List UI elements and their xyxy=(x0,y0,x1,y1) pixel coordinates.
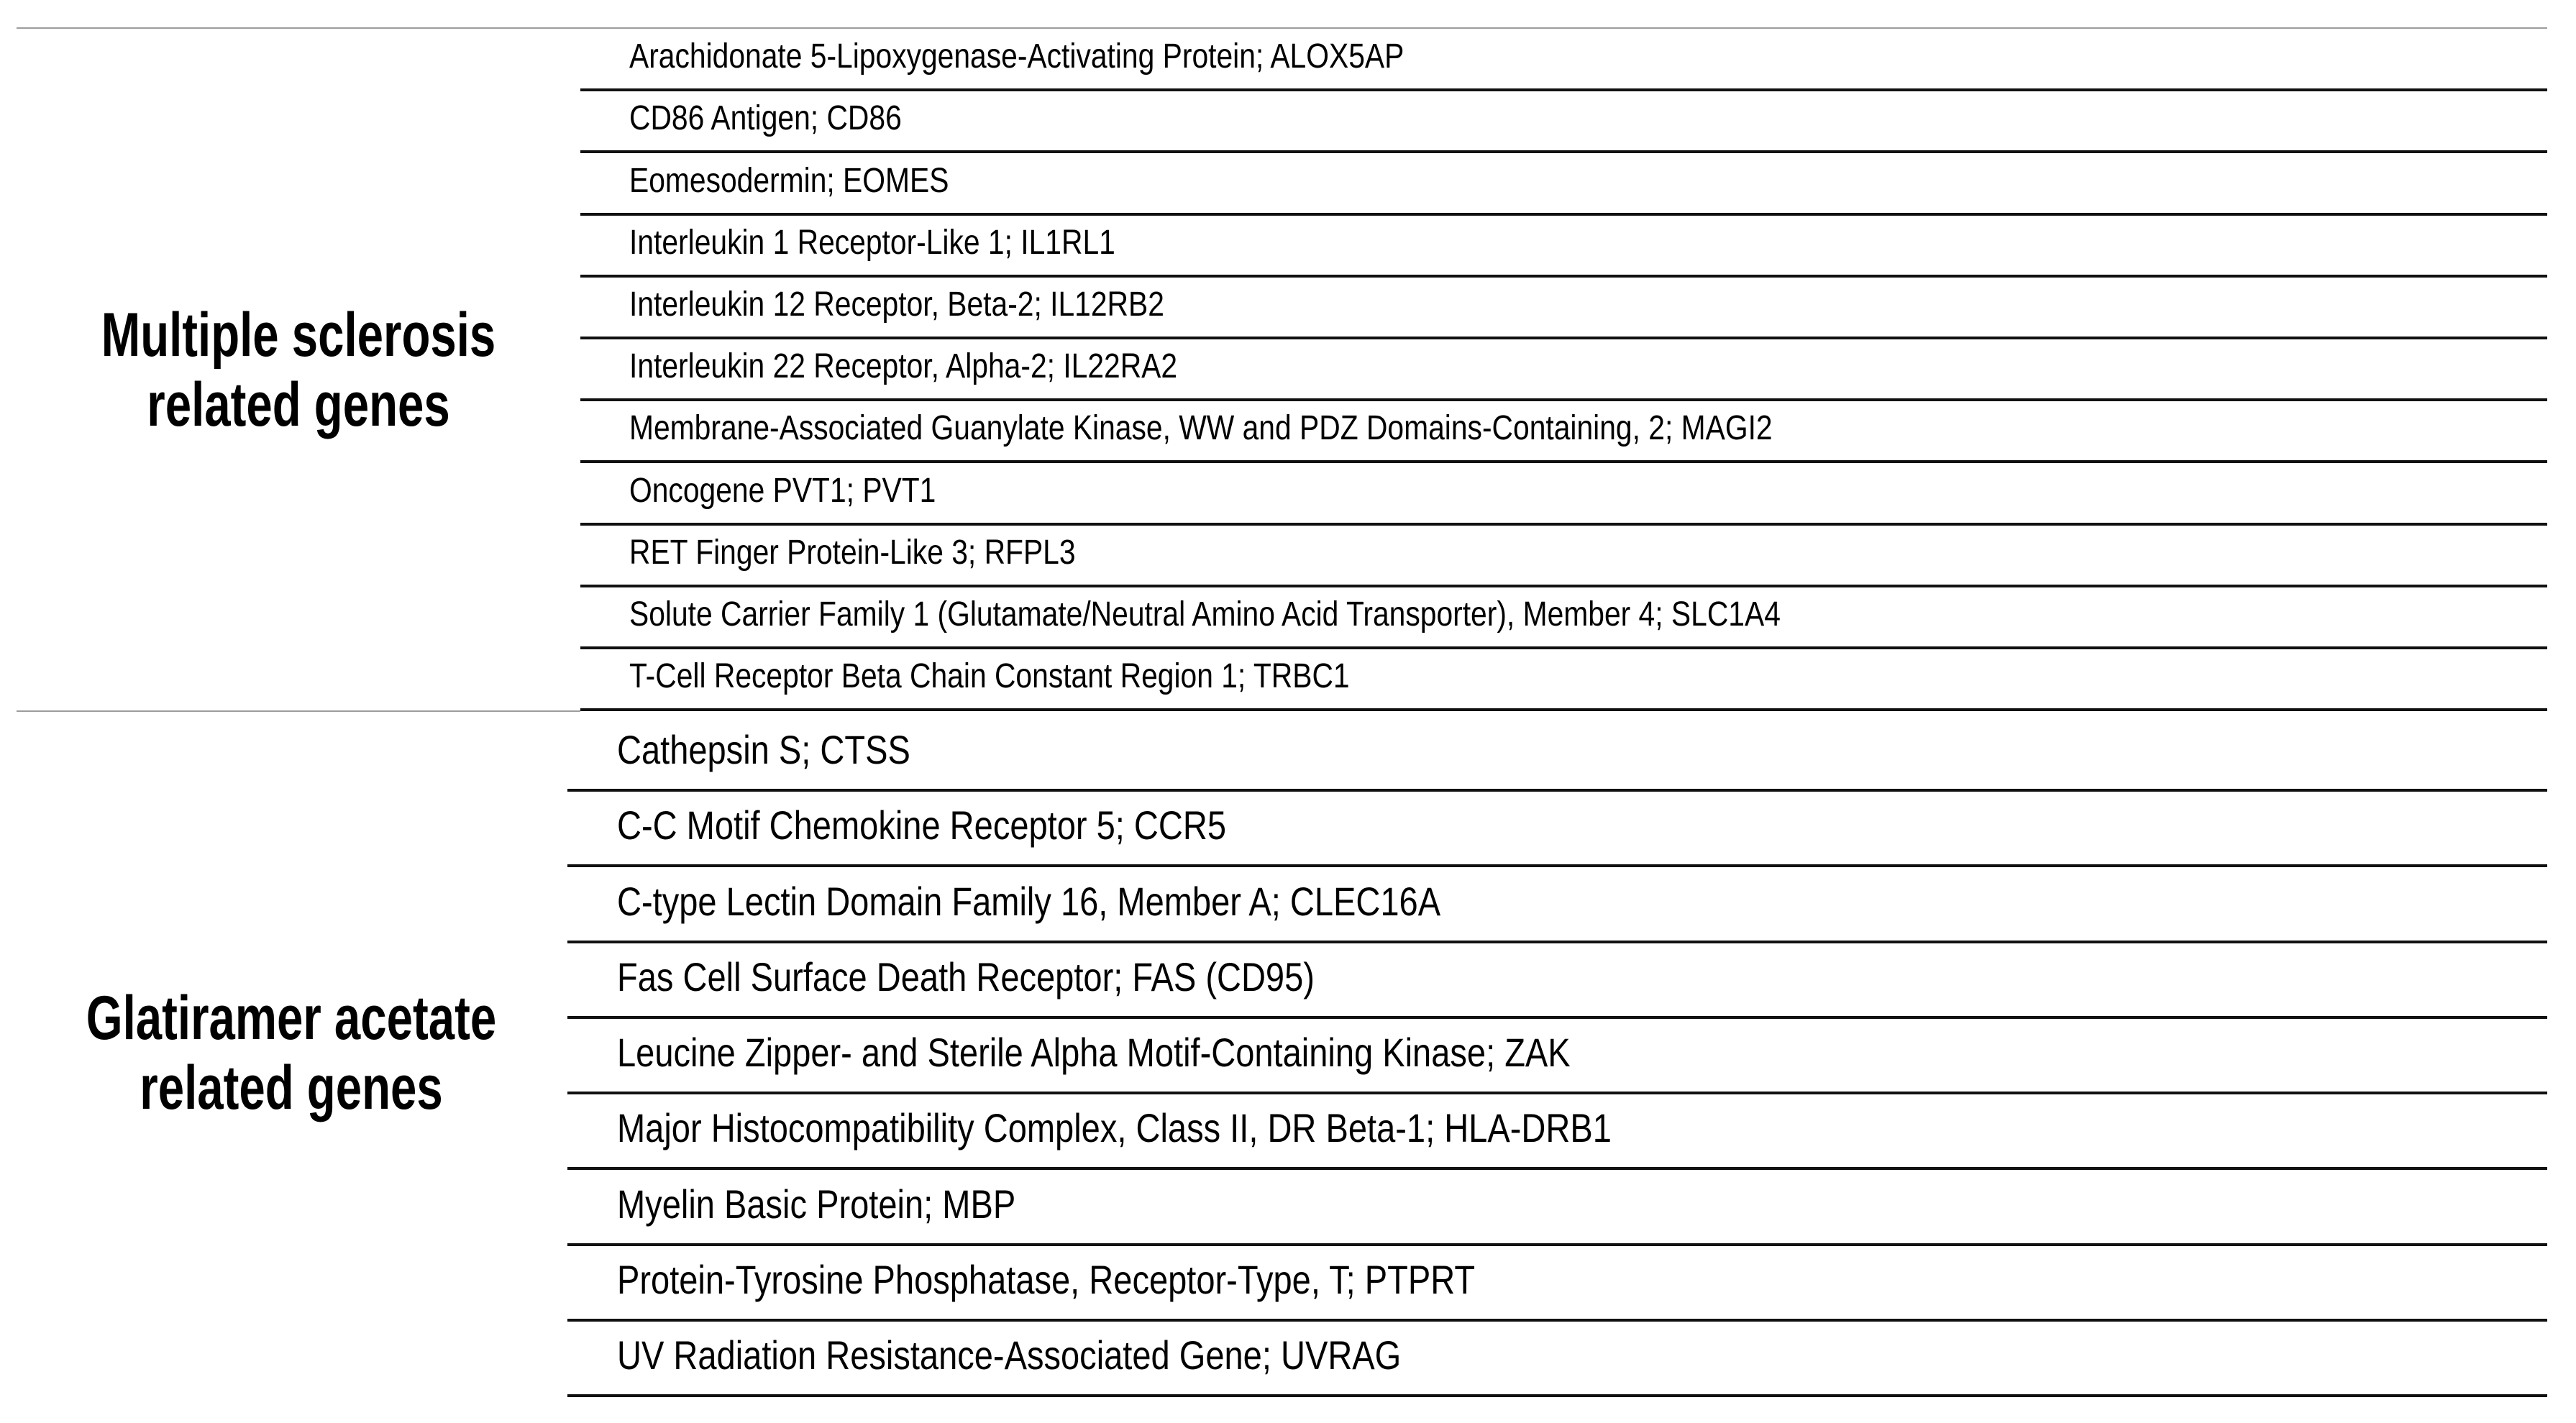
table-row xyxy=(567,943,2547,1019)
table-row xyxy=(567,1019,2547,1094)
gene-name: Eomesodermin; EOMES xyxy=(629,161,949,200)
table-row xyxy=(567,1094,2547,1170)
table-row xyxy=(567,715,2547,792)
gene-name: Myelin Basic Protein; MBP xyxy=(617,1181,1016,1227)
gene-name: T-Cell Receptor Beta Chain Constant Region 1; TRBC1 xyxy=(629,657,1350,696)
table-row xyxy=(580,401,2547,463)
section-title-line: Glatiramer acetate xyxy=(86,984,497,1053)
gene-name: Leucine Zipper- and Sterile Alpha Motif-Containing Kinase; ZAK xyxy=(617,1030,1571,1075)
section-title-line: Multiple sclerosis xyxy=(101,301,496,370)
gene-name: Cathepsin S; CTSS xyxy=(617,727,910,772)
gene-name: Arachidonate 5-Lipoxygenase-Activating Protein; ALOX5AP xyxy=(629,37,1405,76)
table-row xyxy=(580,463,2547,525)
gene-name: C-C Motif Chemokine Receptor 5; CCR5 xyxy=(617,802,1226,848)
gene-name: UV Radiation Resistance-Associated Gene; UVRAG xyxy=(617,1332,1402,1378)
section-divider-rule xyxy=(17,710,580,712)
table-row xyxy=(567,1322,2547,1397)
gene-name: Membrane-Associated Guanylate Kinase, WW and PDZ Domains-Containing, 2; MAGI2 xyxy=(629,409,1773,448)
table-row xyxy=(580,526,2547,587)
table-row xyxy=(580,29,2547,91)
gene-name: Interleukin 12 Receptor, Beta-2; IL12RB2 xyxy=(629,285,1164,324)
gene-name: C-type Lectin Domain Family 16, Member A; CLEC16A xyxy=(617,878,1441,924)
table-row xyxy=(580,153,2547,215)
table-top-rule xyxy=(17,27,2547,29)
table-row xyxy=(567,1246,2547,1322)
table-row xyxy=(580,278,2547,339)
table-row xyxy=(567,1170,2547,1245)
gene-name: Protein-Tyrosine Phosphatase, Receptor-Type, T; PTPRT xyxy=(617,1256,1476,1302)
table-row xyxy=(580,339,2547,401)
gene-name: Interleukin 22 Receptor, Alpha-2; IL22RA2 xyxy=(629,347,1178,386)
gene-name: CD86 Antigen; CD86 xyxy=(629,99,902,138)
table-row xyxy=(580,649,2547,711)
table-row xyxy=(567,867,2547,943)
table-row xyxy=(580,91,2547,153)
section-title-line: related genes xyxy=(140,1053,443,1122)
gene-name: Solute Carrier Family 1 (Glutamate/Neutral Amino Acid Transporter), Member 4; SLC1A4 xyxy=(629,595,1781,633)
gene-name: RET Finger Protein-Like 3; RFPL3 xyxy=(629,533,1076,572)
table-row xyxy=(580,587,2547,649)
gene-name: Interleukin 1 Receptor-Like 1; IL1RL1 xyxy=(629,223,1115,262)
section-title-glatiramer-acetate xyxy=(18,984,565,1123)
gene-name: Oncogene PVT1; PVT1 xyxy=(629,471,936,510)
gene-name: Major Histocompatibility Complex, Class II, DR Beta-1; HLA-DRB1 xyxy=(617,1105,1612,1151)
section-title-line: related genes xyxy=(147,370,450,439)
table-row xyxy=(580,216,2547,278)
table-row xyxy=(567,792,2547,867)
gene-name: Fas Cell Surface Death Receptor; FAS (CD95) xyxy=(617,953,1315,999)
section-title-multiple-sclerosis xyxy=(29,301,568,440)
